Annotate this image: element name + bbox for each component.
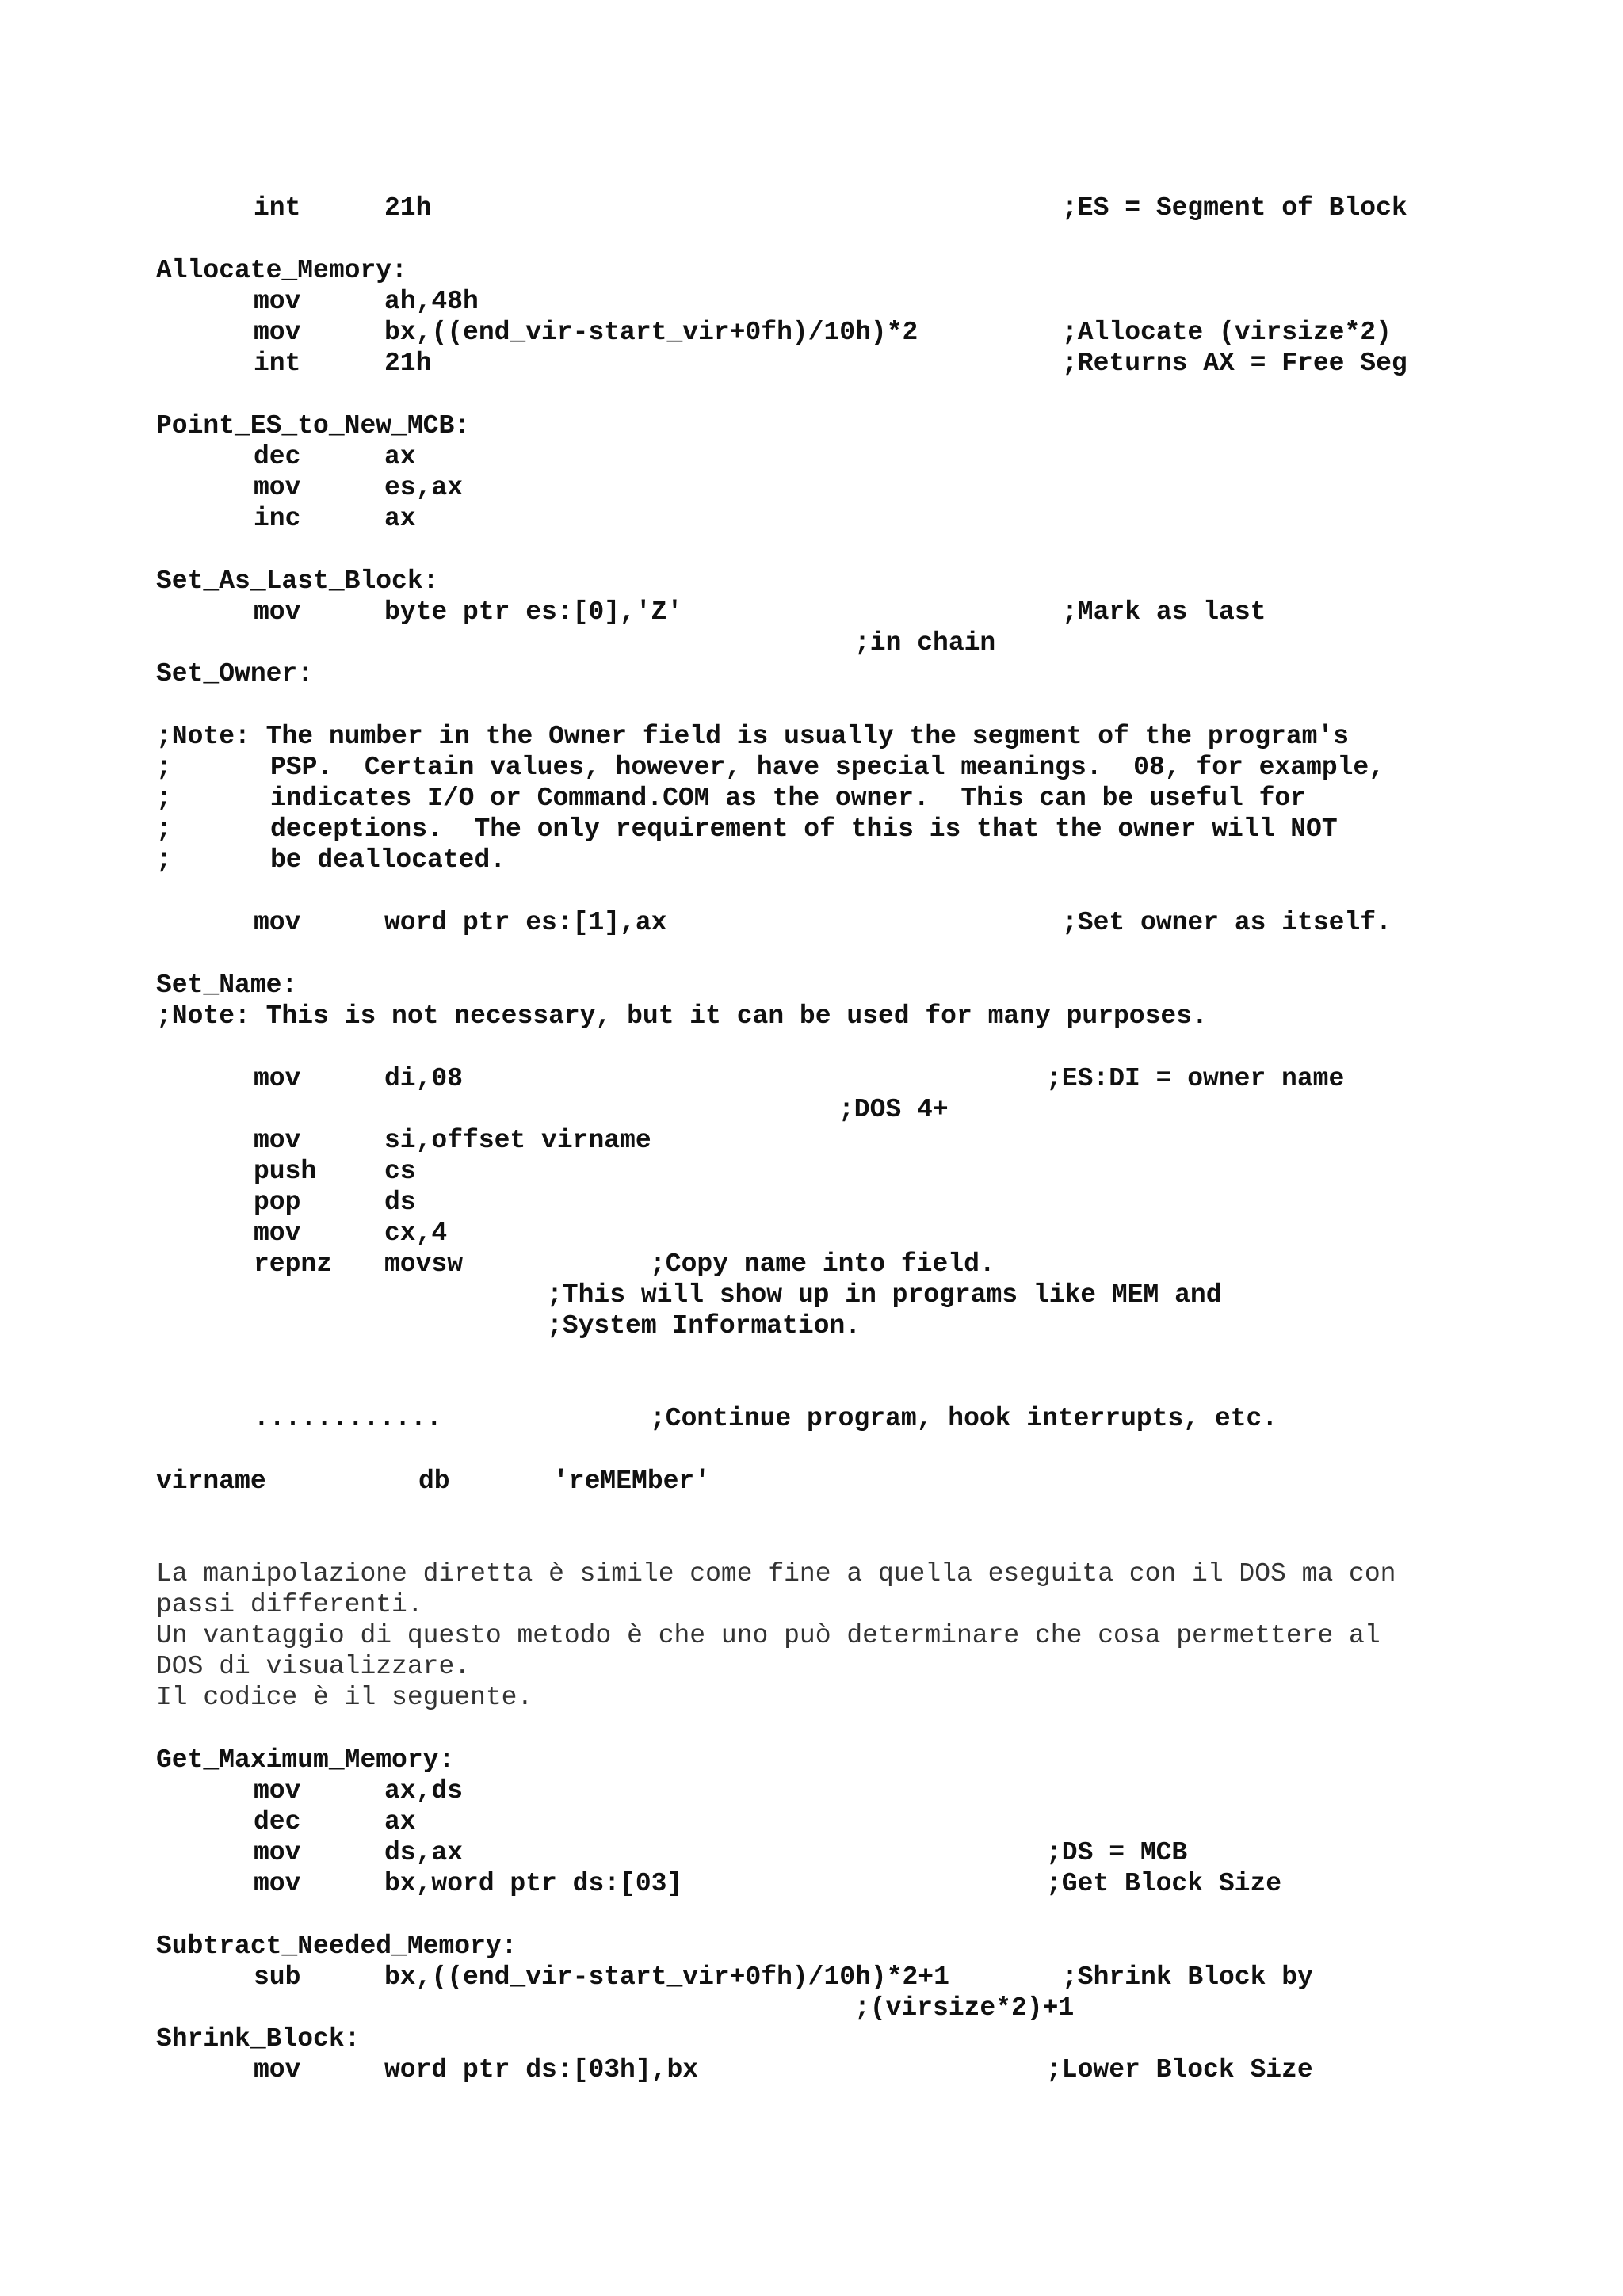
code-line	[0, 1156, 416, 1187]
code-label: Point_ES_to_New_MCB:	[156, 411, 471, 441]
code-comment: ;System Information.	[547, 1311, 861, 1341]
code-line	[0, 503, 416, 534]
code-line	[0, 1280, 1222, 1310]
code-label: Subtract_Needed_Memory:	[156, 1932, 517, 1961]
code-line	[0, 1837, 1188, 1868]
code-line	[0, 1310, 861, 1341]
code-comment-line	[0, 783, 1307, 814]
code-comment: ;Lower Block Size	[1046, 2055, 1313, 2084]
code-operand: ds	[384, 1188, 416, 1217]
code-operand: bx,((end_vir-start_vir+0fh)/10h)*2	[384, 318, 918, 347]
code-comment-line	[0, 721, 1350, 752]
code-mnemonic: mov	[254, 1869, 301, 1898]
code-mnemonic: mov	[254, 1064, 301, 1093]
code-mnemonic: int	[254, 193, 301, 223]
code-mnemonic: push	[254, 1157, 317, 1186]
code-operand: si,offset virname	[384, 1126, 651, 1155]
code-line	[0, 1868, 1282, 1899]
code-line	[0, 1806, 416, 1837]
code-comment: ;in chain	[854, 628, 996, 658]
code-label: virname	[156, 1466, 266, 1496]
code-mnemonic: mov	[254, 1776, 301, 1806]
code-operand: ax	[384, 504, 416, 533]
code-operand: bx,((end_vir-start_vir+0fh)/10h)*2+1	[384, 1962, 949, 1992]
code-comment-line	[0, 814, 1338, 845]
code-mnemonic: repnz	[254, 1249, 333, 1279]
prose-text: passi differenti.	[156, 1590, 423, 1619]
code-mnemonic: pop	[254, 1188, 301, 1217]
prose-text: Un vantaggio di questo metodo è che uno può determinare che cosa permettere al	[156, 1621, 1381, 1650]
code-operand: ax,ds	[384, 1776, 464, 1806]
code-line	[0, 1993, 1075, 2023]
code-comment: ;Allocate (virsize*2)	[1062, 318, 1392, 347]
code-comment: ;Mark as last	[1062, 597, 1266, 627]
code-operand: word ptr ds:[03h],bx	[384, 2055, 699, 2084]
code-operand: 21h	[384, 349, 432, 378]
code-label: Set_Name:	[156, 971, 298, 1000]
code-line	[0, 1775, 464, 1806]
code-mnemonic: inc	[254, 504, 301, 533]
code-operand: es,ax	[384, 473, 464, 502]
code-mnemonic: mov	[254, 1219, 301, 1248]
code-mnemonic: sub	[254, 1962, 301, 1992]
code-comment: deceptions. The only requirement of this is that the owner will NOT	[270, 814, 1338, 844]
code-mnemonic: mov	[254, 287, 301, 316]
code-operand: ds,ax	[384, 1838, 464, 1867]
code-label: Allocate_Memory:	[156, 256, 407, 285]
code-label: Shrink_Block:	[156, 2024, 361, 2054]
code-label-line	[0, 255, 407, 286]
code-comment: ;Shrink Block by	[1062, 1962, 1313, 1992]
code-comment: PSP. Certain values, however, have special meanings. 08, for example,	[270, 753, 1385, 782]
code-line	[0, 1962, 1313, 1993]
prose-line	[0, 1682, 533, 1713]
code-operand: byte ptr es:[0],'Z'	[384, 597, 683, 627]
code-line	[0, 1218, 448, 1249]
code-operand: 21h	[384, 193, 432, 223]
prose-line	[0, 1558, 1396, 1589]
code-comment: ;DOS 4+	[838, 1095, 949, 1124]
code-comment: ;ES:DI = owner name	[1046, 1064, 1345, 1093]
code-directive: db	[418, 1466, 450, 1496]
code-comment: ;Note: The number in the Owner field is usually the segment of the program's	[156, 722, 1350, 751]
code-line	[0, 1249, 995, 1280]
code-line	[0, 348, 1407, 379]
code-comment: ;DS = MCB	[1046, 1838, 1188, 1867]
code-line	[0, 193, 1407, 223]
code-line	[0, 472, 464, 503]
code-mnemonic: mov	[254, 318, 301, 347]
code-label-line	[0, 658, 314, 689]
code-mnemonic: mov	[254, 597, 301, 627]
code-label-line	[0, 566, 439, 597]
code-comment: ;Returns AX = Free Seg	[1062, 349, 1407, 378]
code-operand: cx,4	[384, 1219, 448, 1248]
code-line	[0, 1187, 416, 1218]
code-comment: ;Copy name into field.	[650, 1249, 995, 1279]
code-comment: ;Get Block Size	[1046, 1869, 1282, 1898]
code-line	[0, 441, 416, 472]
code-comment-line	[0, 752, 1385, 783]
code-line	[0, 907, 1392, 938]
code-comment: ;Note: This is not necessary, but it can be used for many purposes.	[156, 1001, 1208, 1031]
code-comment: indicates I/O or Command.COM as the owner. This can be useful for	[270, 784, 1307, 813]
code-string: 'reMEMber'	[553, 1466, 711, 1496]
code-mnemonic: int	[254, 349, 301, 378]
prose-line	[0, 1620, 1381, 1651]
code-label: Set_Owner:	[156, 659, 314, 688]
code-comment-line	[0, 1001, 1208, 1032]
code-operand: word ptr es:[1],ax	[384, 908, 667, 937]
code-line	[0, 1403, 1278, 1434]
code-mnemonic: mov	[254, 2055, 301, 2084]
code-label: Set_As_Last_Block:	[156, 566, 439, 596]
code-comment-marker: ;	[156, 753, 172, 782]
code-mnemonic: mov	[254, 1838, 301, 1867]
code-comment: be deallocated.	[270, 845, 506, 875]
code-label-line	[0, 970, 298, 1001]
code-operand: di,08	[384, 1064, 464, 1093]
code-mnemonic: mov	[254, 1126, 301, 1155]
code-mnemonic: mov	[254, 908, 301, 937]
code-line	[0, 1063, 1345, 1094]
code-line	[0, 317, 1392, 348]
code-comment: ;This will show up in programs like MEM and	[547, 1280, 1222, 1310]
code-operand: movsw	[384, 1249, 464, 1279]
code-comment-marker: ;	[156, 784, 172, 813]
code-line	[0, 597, 1266, 627]
code-data-line	[0, 1466, 711, 1497]
code-label-line	[0, 2023, 361, 2054]
code-operand: bx,word ptr ds:[03]	[384, 1869, 683, 1898]
prose-line	[0, 1589, 423, 1620]
code-comment: ;ES = Segment of Block	[1062, 193, 1407, 223]
prose-text: La manipolazione diretta è simile come fine a quella eseguita con il DOS ma con	[156, 1559, 1396, 1589]
code-mnemonic: dec	[254, 1807, 301, 1836]
code-line	[0, 1094, 949, 1125]
code-label-line	[0, 1931, 517, 1962]
code-label-line	[0, 410, 471, 441]
code-operand: ax	[384, 442, 416, 471]
code-operand: ah,48h	[384, 287, 479, 316]
prose-line	[0, 1651, 471, 1682]
code-line	[0, 627, 996, 658]
code-line	[0, 286, 479, 317]
code-comment: ;Continue program, hook interrupts, etc.	[650, 1404, 1278, 1433]
code-comment-marker: ;	[156, 845, 172, 875]
code-comment: ;(virsize*2)+1	[854, 1993, 1075, 2023]
code-line	[0, 1125, 651, 1156]
prose-text: DOS di visualizzare.	[156, 1652, 471, 1681]
code-line	[0, 2054, 1313, 2085]
prose-text: Il codice è il seguente.	[156, 1683, 533, 1712]
code-label: Get_Maximum_Memory:	[156, 1745, 455, 1775]
code-label-line	[0, 1745, 455, 1775]
code-mnemonic: dec	[254, 442, 301, 471]
code-comment-marker: ;	[156, 814, 172, 844]
code-comment: ;Set owner as itself.	[1062, 908, 1392, 937]
code-operand: ax	[384, 1807, 416, 1836]
code-operand: cs	[384, 1157, 416, 1186]
code-mnemonic: mov	[254, 473, 301, 502]
code-comment-line	[0, 845, 506, 875]
code-ellipsis: ............	[254, 1404, 442, 1433]
